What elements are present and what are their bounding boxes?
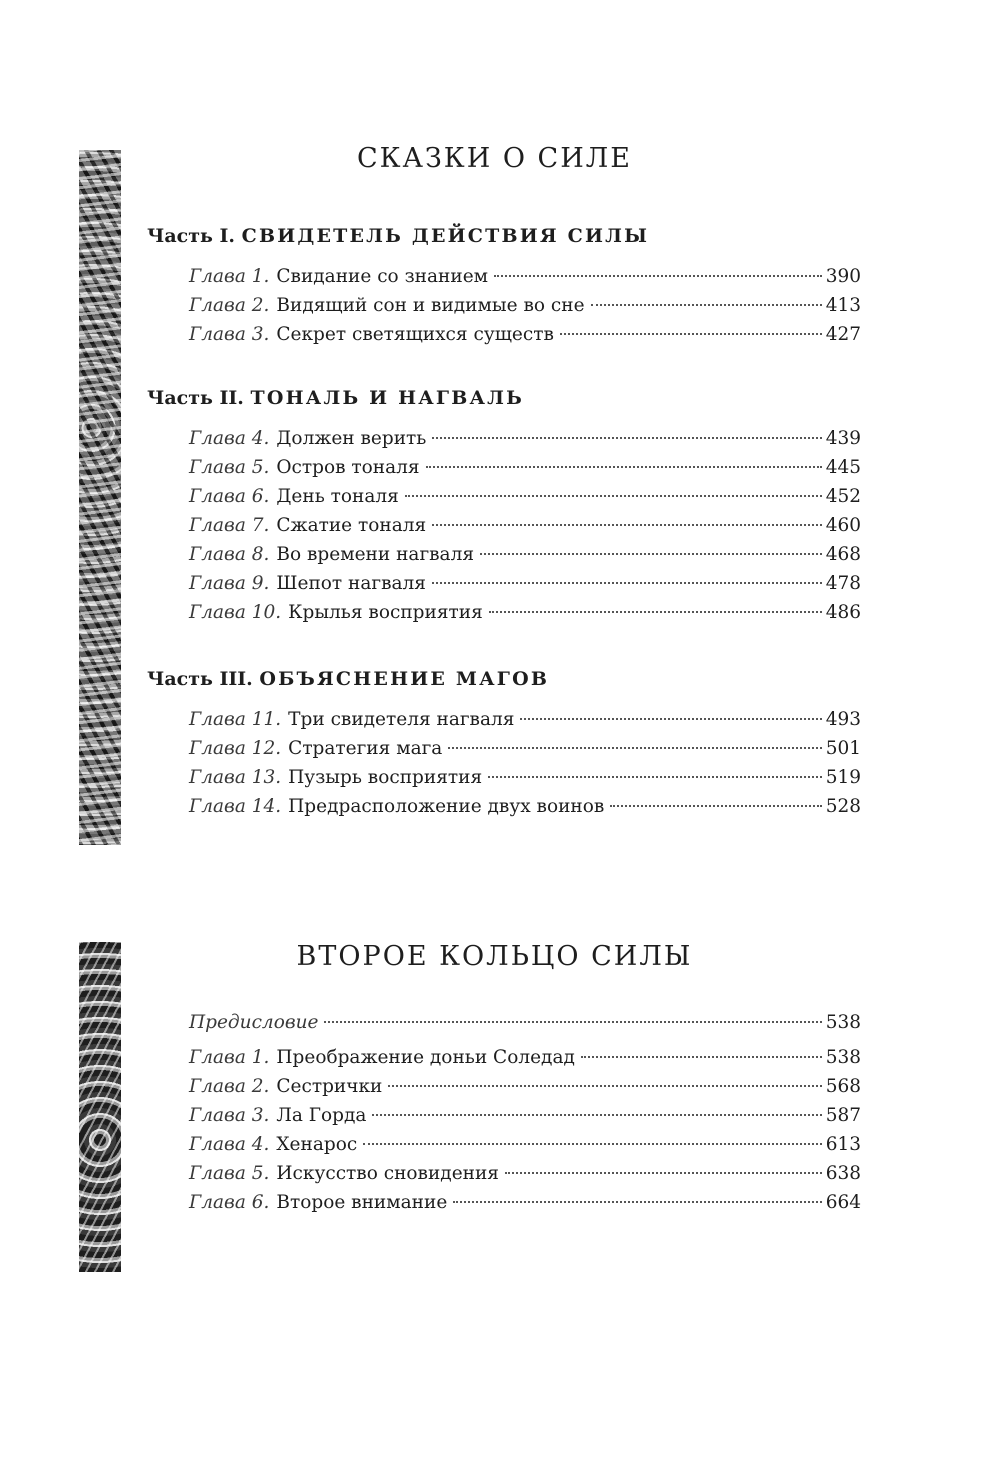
page-number: 486	[825, 602, 861, 623]
page-number: 460	[825, 515, 861, 536]
toc-entry[interactable]	[189, 1105, 861, 1131]
chapter-label: Глава 7.	[189, 515, 270, 536]
page-number: 452	[825, 486, 861, 507]
page-number: 568	[825, 1076, 861, 1097]
chapter-label: Глава 11.	[189, 709, 282, 730]
toc-entry[interactable]	[189, 324, 861, 350]
dot-leader	[560, 332, 822, 335]
chapter-title: Свидание со знанием	[276, 266, 489, 287]
page-number: 468	[825, 544, 861, 565]
toc-entry[interactable]	[189, 796, 861, 822]
dot-leader	[432, 581, 822, 584]
toc-entry[interactable]	[189, 767, 861, 793]
toc-entry[interactable]	[189, 1163, 861, 1189]
chapter-title: Хенарос	[276, 1134, 358, 1155]
toc-entry[interactable]	[189, 1012, 861, 1038]
page-number: 538	[825, 1047, 861, 1068]
chapter-label: Глава 6.	[189, 486, 270, 507]
dot-leader	[505, 1171, 822, 1174]
chapter-label: Глава 4.	[189, 1134, 270, 1155]
part-title: ТОНАЛЬ И НАГВАЛЬ	[250, 387, 525, 409]
chapter-title: Остров тоналя	[276, 457, 420, 478]
page-number: 638	[825, 1163, 861, 1184]
part-heading	[147, 668, 549, 690]
dot-leader	[610, 804, 821, 807]
chapter-label: Глава 5.	[189, 457, 270, 478]
part-heading	[147, 387, 524, 409]
chapter-title: Должен верить	[276, 428, 427, 449]
page-number: 538	[825, 1012, 861, 1033]
page-number: 390	[825, 266, 861, 287]
chapter-title: Искусство сновидения	[276, 1163, 499, 1184]
toc-entry[interactable]	[189, 515, 861, 541]
chapter-label: Глава 10.	[189, 602, 282, 623]
chapter-title: Сжатие тоналя	[276, 515, 427, 536]
page-number: 427	[825, 324, 861, 345]
part-title: СВИДЕТЕЛЬ ДЕЙСТВИЯ СИЛЫ	[241, 225, 650, 247]
chapter-label: Глава 14.	[189, 796, 282, 817]
book-title: СКАЗКИ О СИЛЕ	[356, 143, 632, 174]
chapter-title: Сестрички	[276, 1076, 383, 1097]
page-number: 613	[825, 1134, 861, 1155]
chapter-label: Глава 5.	[189, 1163, 270, 1184]
toc-entry[interactable]	[189, 1192, 861, 1218]
part-label: Часть I.	[147, 225, 236, 247]
book-title: ВТОРОЕ КОЛЬЦО СИЛЫ	[296, 941, 693, 972]
chapter-title: Крылья восприятия	[288, 602, 483, 623]
toc-entry[interactable]	[189, 1134, 861, 1160]
toc-entry[interactable]	[189, 486, 861, 512]
dot-leader	[520, 717, 821, 720]
chapter-label: Глава 3.	[189, 1105, 270, 1126]
dot-leader	[372, 1113, 821, 1116]
dot-leader	[324, 1020, 821, 1023]
page-number: 445	[825, 457, 861, 478]
dot-leader	[426, 465, 822, 468]
chapter-title: Пузырь восприятия	[288, 767, 483, 788]
chapter-label: Глава 13.	[189, 767, 282, 788]
dot-leader	[581, 1055, 822, 1058]
dot-leader	[488, 775, 822, 778]
dot-leader	[494, 274, 822, 277]
page-number: 664	[825, 1192, 861, 1213]
page-number: 439	[825, 428, 861, 449]
page-number: 493	[825, 709, 861, 730]
chapter-label: Глава 6.	[189, 1192, 270, 1213]
dot-leader	[388, 1084, 821, 1087]
toc-entry[interactable]	[189, 544, 861, 570]
chapter-title: Секрет светящихся существ	[276, 324, 554, 345]
toc-entry[interactable]	[189, 602, 861, 628]
page-number: 519	[825, 767, 861, 788]
toc-entry[interactable]	[189, 1047, 861, 1073]
decorative-engraving-strip	[79, 942, 121, 1272]
dot-leader	[591, 303, 822, 306]
toc-entry[interactable]	[189, 457, 861, 483]
chapter-title: Три свидетеля нагваля	[288, 709, 515, 730]
chapter-title: Во времени нагваля	[276, 544, 475, 565]
part-label: Часть II.	[147, 387, 244, 409]
chapter-title: Предрасположение двух воинов	[288, 796, 605, 817]
chapter-label: Глава 12.	[189, 738, 282, 759]
page-number: 528	[825, 796, 861, 817]
preface-label: Предисловие	[189, 1012, 319, 1033]
toc-entry[interactable]	[189, 573, 861, 599]
toc-entry[interactable]	[189, 738, 861, 764]
dot-leader	[432, 436, 821, 439]
part-title: ОБЪЯСНЕНИЕ МАГОВ	[259, 668, 550, 690]
part-label: Часть III.	[147, 668, 253, 690]
chapter-label: Глава 8.	[189, 544, 270, 565]
page-number: 587	[825, 1105, 861, 1126]
chapter-label: Глава 1.	[189, 1047, 270, 1068]
dot-leader	[363, 1142, 821, 1145]
chapter-label: Глава 4.	[189, 428, 270, 449]
decorative-engraving-strip	[79, 150, 121, 845]
dot-leader	[489, 610, 822, 613]
chapter-title: Видящий сон и видимые во сне	[276, 295, 585, 316]
toc-entry[interactable]	[189, 1076, 861, 1102]
toc-entry[interactable]	[189, 709, 861, 735]
chapter-title: День тоналя	[276, 486, 399, 507]
chapter-title: Шепот нагваля	[276, 573, 426, 594]
chapter-label: Глава 3.	[189, 324, 270, 345]
chapter-title: Стратегия мага	[288, 738, 443, 759]
chapter-title: Ла Горда	[276, 1105, 367, 1126]
chapter-label: Глава 2.	[189, 1076, 270, 1097]
dot-leader	[453, 1200, 821, 1203]
dot-leader	[432, 523, 822, 526]
dot-leader	[448, 746, 821, 749]
toc-entry[interactable]	[189, 266, 861, 292]
part-heading	[147, 225, 649, 247]
toc-entry[interactable]	[189, 295, 861, 321]
page-number: 501	[825, 738, 861, 759]
dot-leader	[405, 494, 822, 497]
chapter-label: Глава 2.	[189, 295, 270, 316]
chapter-title: Второе внимание	[276, 1192, 448, 1213]
dot-leader	[480, 552, 822, 555]
toc-entry[interactable]	[189, 428, 861, 454]
page-number: 478	[825, 573, 861, 594]
page-number: 413	[825, 295, 861, 316]
chapter-label: Глава 1.	[189, 266, 270, 287]
chapter-title: Преображение доньи Соледад	[276, 1047, 575, 1068]
chapter-label: Глава 9.	[189, 573, 270, 594]
